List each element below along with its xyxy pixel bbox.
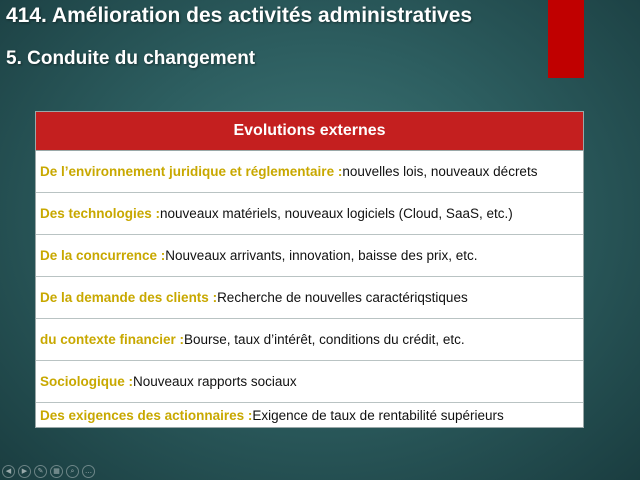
evolutions-table (35, 111, 584, 428)
row-value: nouveaux matériels, nouveaux logiciels (Cloud, SaaS, etc.) (160, 206, 513, 221)
pen-icon[interactable]: ✎ (34, 465, 47, 478)
row-key: De la demande des clients : (40, 290, 218, 305)
slide-title: 414. Amélioration des activités administratives (6, 4, 473, 27)
row-value: Exigence de taux de rentabilité supérieurs (252, 407, 504, 423)
row-key: Sociologique : (40, 374, 133, 389)
table-row (36, 403, 583, 427)
table-row (36, 319, 583, 361)
row-key: De l’environnement juridique et réglementaire : (40, 164, 343, 179)
row-key: Des technologies : (40, 206, 161, 221)
slides-icon[interactable]: ▦ (50, 465, 63, 478)
table-row (36, 361, 583, 403)
table-row (36, 193, 583, 235)
row-value: Recherche de nouvelles caractériqstiques (217, 290, 468, 305)
row-value: Bourse, taux d’intérêt, conditions du crédit, etc. (184, 332, 465, 347)
next-icon[interactable]: ▶ (18, 465, 31, 478)
row-key: De la concurrence : (40, 248, 166, 263)
zoom-icon[interactable]: ⌕ (66, 465, 79, 478)
row-key: du contexte financier : (40, 332, 185, 347)
slide-subtitle: 5. Conduite du changement (6, 48, 256, 69)
previous-icon[interactable]: ◀ (2, 465, 15, 478)
row-key: Des exigences des actionnaires : (40, 407, 253, 423)
table-row (36, 235, 583, 277)
table-row (36, 277, 583, 319)
table-header: Evolutions externes (36, 112, 583, 151)
slideshow-controls (2, 464, 95, 478)
row-value: Nouveaux rapports sociaux (133, 374, 297, 389)
row-value: Nouveaux arrivants, innovation, baisse des prix, etc. (165, 248, 478, 263)
row-value: nouvelles lois, nouveaux décrets (342, 164, 538, 179)
more-icon[interactable]: … (82, 465, 95, 478)
accent-bar (548, 0, 584, 78)
table-row (36, 151, 583, 193)
